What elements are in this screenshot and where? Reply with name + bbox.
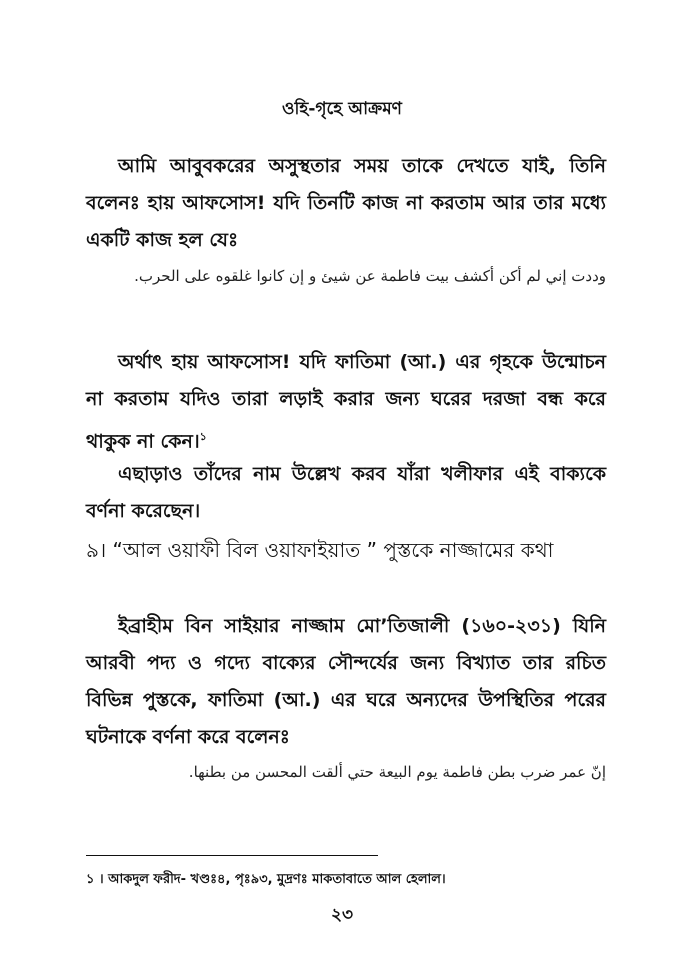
- arabic-quote-2: إنّ عمر ضرب بطن فاطمة يوم البيعة حتي ألقت المحسن من بطنها.: [188, 763, 606, 781]
- running-header: ওহি-গৃহে আক্রমণ: [282, 99, 402, 119]
- paragraph-translation: [86, 344, 606, 460]
- page-number: ২৩: [330, 905, 354, 925]
- arabic-quote-1: وددت إني لم أكن أكشف بيت فاطمة عن شيئ و إن كانوا غلقوه على الحرب.: [134, 267, 606, 285]
- footnote-divider: [86, 855, 378, 856]
- footnote: ১ । আকদুল ফরীদ- খণ্ডঃ৪, পৃঃ৯৩, মুদ্রণঃ মাকতাবাতে আল হেলাল।: [86, 872, 446, 887]
- paragraph-nazzam: ইব্রাহীম বিন সাইয়ার নাজ্জাম মো’তিজালী (১৬০-২৩১) যিনি আরবী পদ্য ও গদ্যে বাক্যের সৌন্দর্যের জন্য বিখ্যাত তার রচিত বিভিন্ন পুস্তকে, ফাতিমা (আ.) এর ঘরে অন্যদের উপস্থিতির পরের ঘটনাকে বর্ণনা করে বলেনঃ: [86, 615, 606, 748]
- paragraph-narrators: এছাড়াও তাঁদের নাম উল্লেখ করব যাঁরা খলীফার এই বাক্যকে বর্ণনা করেছেন।: [86, 463, 606, 522]
- footnote-ref: ১: [199, 430, 207, 443]
- section-heading: ৯। “আল ওয়াফী বিল ওয়াফাইয়াত ” পুস্তকে নাজ্জামের কথা: [86, 538, 554, 562]
- paragraph-intro: আমি আবুবকরের অসুস্থতার সময় তাকে দেখতে যাই, তিনি বলেনঃ হায় আফসোস! যদি তিনটি কাজ না করতাম আর তার মধ্যে একটি কাজ হল যেঃ: [86, 155, 606, 251]
- translation-text: অর্থাৎ হায় আফসোস! যদি ফাতিমা (আ.) এর গৃহকে উন্মোচন না করতাম যদিও তারা লড়াই করার জন্য ঘরের দরজা বন্ধ করে থাকুক না কেন।: [86, 351, 606, 453]
